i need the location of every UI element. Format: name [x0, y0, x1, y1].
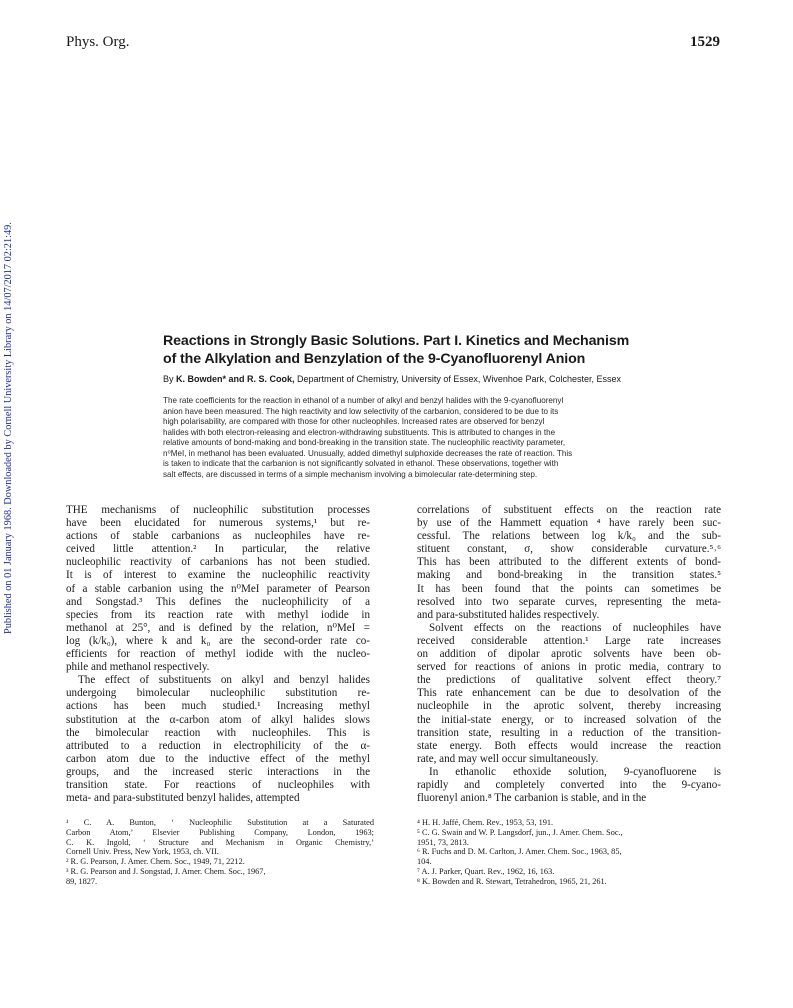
abstract-line: high polarisability, are compared with those for other nucleophiles. Increased rates are observed for benzyl: [163, 417, 545, 426]
body-text-line: nucleophile in the aprotic solvent, thereby increasing: [417, 700, 721, 713]
body-text-line: resolved into two separate curves, representing the meta-: [417, 595, 721, 608]
body-text-line: It has been found that the points can sometimes be: [417, 582, 721, 595]
abstract-line: salt effects, are discussed in terms of a simple mechanism involving a bimolecular rate-determining step.: [163, 469, 538, 479]
reference-line: 104.: [417, 857, 432, 867]
body-text-line: ceived little attention.² In particular, the relative: [66, 543, 370, 556]
body-text-line: substitution at the α-carbon atom of alkyl halides slows: [66, 713, 370, 726]
body-text-line: and Songstad.³ This defines the nucleophilicity of a: [66, 595, 370, 608]
body-text-line: fluorenyl anion.⁸ The carbanion is stable, and in the: [417, 792, 647, 805]
reference-line: ⁵ C. G. Swain and W. P. Langsdorf, jun., J. Amer. Chem. Soc.,: [417, 827, 623, 837]
body-text-line: It is of interest to examine the nucleophilic reactivity: [66, 569, 370, 582]
byline: [163, 374, 763, 384]
body-text-line: the predictions of qualitative solvent effect theory.⁷: [417, 674, 721, 687]
body-text-line: correlations of substituent effects on the reaction rate: [417, 504, 721, 516]
body-text-line: the bimolecular reaction with nucleophiles. This is: [66, 726, 370, 739]
reference-line: ⁶ R. Fuchs and D. M. Carlton, J. Amer. Chem. Soc., 1963, 85,: [417, 847, 622, 857]
reference-line: ¹ C. A. Bunton, ‘ Nucleophilic Substitution at a Saturated: [66, 818, 374, 827]
body-text-line: In ethanolic ethoxide solution, 9-cyanofluorene is: [429, 765, 721, 778]
journal-section-label: Phys. Org.: [66, 34, 130, 50]
references-left: [66, 818, 374, 887]
body-text-line: making and bond-breaking in the transition states.⁵: [417, 569, 721, 582]
reference-line: Carbon Atom,’ Elsevier Publishing Company, London, 1963;: [66, 827, 374, 837]
body-text-line: the initial-state energy, or to increased solvation of the: [417, 713, 721, 726]
body-text-line: and para-substituted halides respectively.: [417, 608, 600, 621]
page-number: 1529: [690, 34, 720, 50]
abstract-line: anion have been measured. The high reactivity and low selectivity of the carbanion, considered to be due to its: [163, 406, 559, 416]
body-text-line: of a stable carbanion using the n⁰MeI parameter of Pearson: [66, 582, 370, 595]
body-text-line: transition state, resulting in a reduction of the transition-: [417, 726, 721, 739]
author-affiliation: Department of Chemistry, University of Essex, Wivenhoe Park, Colchester, Essex: [294, 374, 621, 384]
body-text-line: transition state. For reactions of nucleophiles with: [66, 778, 370, 791]
abstract-line: The rate coefficients for the reaction in ethanol of a number of alkyl and benzyl halides with the 9-cyanofluorenyl: [163, 396, 564, 405]
reference-line: 1951, 73, 2813.: [417, 837, 469, 847]
abstract-line: halides with both electron-releasing and electron-withdrawing substituents. This is attributed to changes in the: [163, 427, 556, 437]
body-text-line: cessful. The relations between log k/k₀ and the sub-: [417, 530, 721, 543]
body-text-line: state energy. Both effects would increase the reaction: [417, 739, 721, 752]
body-text-line: have been elucidated for numerous systems,¹ but re-: [66, 517, 370, 530]
body-text-line: actions has been much studied.¹ Increasing methyl: [66, 700, 370, 713]
body-text-line: by use of the Hammett equation ⁴ have rarely been suc-: [417, 517, 721, 530]
body-column-right: [417, 504, 721, 805]
reference-line: 89, 1827.: [66, 876, 98, 886]
body-text-line: This rate enhancement can be due to desolvation of the: [417, 687, 721, 700]
body-text-line: stituent constant, σ, show considerable curvature.⁵˒⁶: [417, 543, 721, 556]
body-text-line: species from its reaction rate with methyl iodide in: [66, 608, 370, 621]
body-text-line: efficients for reaction of methyl iodide with the nucleo-: [66, 648, 370, 661]
body-text-line: Solvent effects on the reactions of nucleophiles have: [429, 621, 721, 634]
reference-line: ² R. G. Pearson, J. Amer. Chem. Soc., 1949, 71, 2212.: [66, 857, 245, 867]
download-watermark: [2, 182, 15, 634]
body-text-line: undergoing bimolecular nucleophilic substitution re-: [66, 687, 370, 700]
download-watermark-text: Published on 01 January 1968. Downloaded by Cornell University Library on 14/07/2017 02:21:49.: [3, 222, 14, 634]
references-right: [417, 818, 725, 887]
abstract: [163, 396, 723, 480]
byline-prefix: By: [163, 374, 177, 384]
body-text-line: log (k/k₀), where k and k₀ are the second-order rate co-: [66, 634, 370, 647]
body-text-line: The effect of substituents on alkyl and benzyl halides: [78, 674, 370, 687]
body-text-line: nucleophilic reactivity of carbanions has not been studied.: [66, 556, 370, 569]
body-text-line: groups, and the increased steric interactions in the: [66, 765, 370, 778]
reference-line: Cornell Univ. Press, New York, 1953, ch. VII.: [66, 847, 219, 857]
body-text-line: received considerable attention.¹ Large rate increases: [417, 634, 721, 647]
body-text-line: THE mechanisms of nucleophilic substitution processes: [66, 504, 370, 516]
reference-line: ³ R. G. Pearson and J. Songstad, J. Amer. Chem. Soc., 1967,: [66, 866, 266, 876]
body-text-line: actions of stable carbanions as nucleophiles have re-: [66, 530, 370, 543]
body-text-line: phile and methanol respectively.: [66, 661, 210, 674]
reference-line: ⁸ K. Bowden and R. Stewart, Tetrahedron, 1965, 21, 261.: [417, 876, 607, 886]
body-text-line: rate, and may well occur simultaneously.: [417, 752, 599, 765]
body-text-line: This has been attributed to the different extents of bond-: [417, 556, 721, 569]
body-text-line: meta- and para-substituted benzyl halides, attempted: [66, 792, 300, 805]
body-column-left: [66, 504, 370, 805]
body-text-line: carbon atom due to the inductive effect of the methyl: [66, 752, 370, 765]
reference-line: ⁷ A. J. Parker, Quart. Rev., 1962, 16, 163.: [417, 866, 555, 876]
abstract-line: n⁰MeI, in methanol has been evaluated. Unusually, added dimethyl sulphoxide decreases the rate of reaction. This: [163, 448, 573, 458]
reference-line: ⁴ H. H. Jaffé, Chem. Rev., 1953, 53, 191.: [417, 818, 554, 827]
article-title: Reactions in Strongly Basic Solutions. Part I. Kinetics and Mechanism of the Alkylation and Benzylation of the 9-Cyanofluorenyl Anion: [163, 333, 630, 367]
reference-line: C. K. Ingold, ‘ Structure and Mechanism in Organic Chemistry,’: [66, 837, 374, 847]
author-names: K. Bowden* and R. S. Cook,: [176, 374, 295, 384]
abstract-line: relative amounts of bond-making and bond-breaking in the transition state. The nucleophilic reactivity parameter,: [163, 438, 566, 447]
body-text-line: attributed to a reduction in electrophilicity of the α-: [66, 739, 370, 752]
body-text-line: methanol at 25°, and is defined by the relation, n⁰MeI =: [66, 621, 370, 634]
body-text-line: rapidly and completely converted into the 9-cyano-: [417, 778, 721, 791]
abstract-line: is taken to indicate that the carbanion is not significantly solvated in ethanol. These observations, together with: [163, 459, 559, 468]
body-text-line: on addition of dipolar aprotic solvents have been ob-: [417, 648, 721, 661]
body-text-line: served for reactions of anions in protic media, contrary to: [417, 661, 721, 674]
